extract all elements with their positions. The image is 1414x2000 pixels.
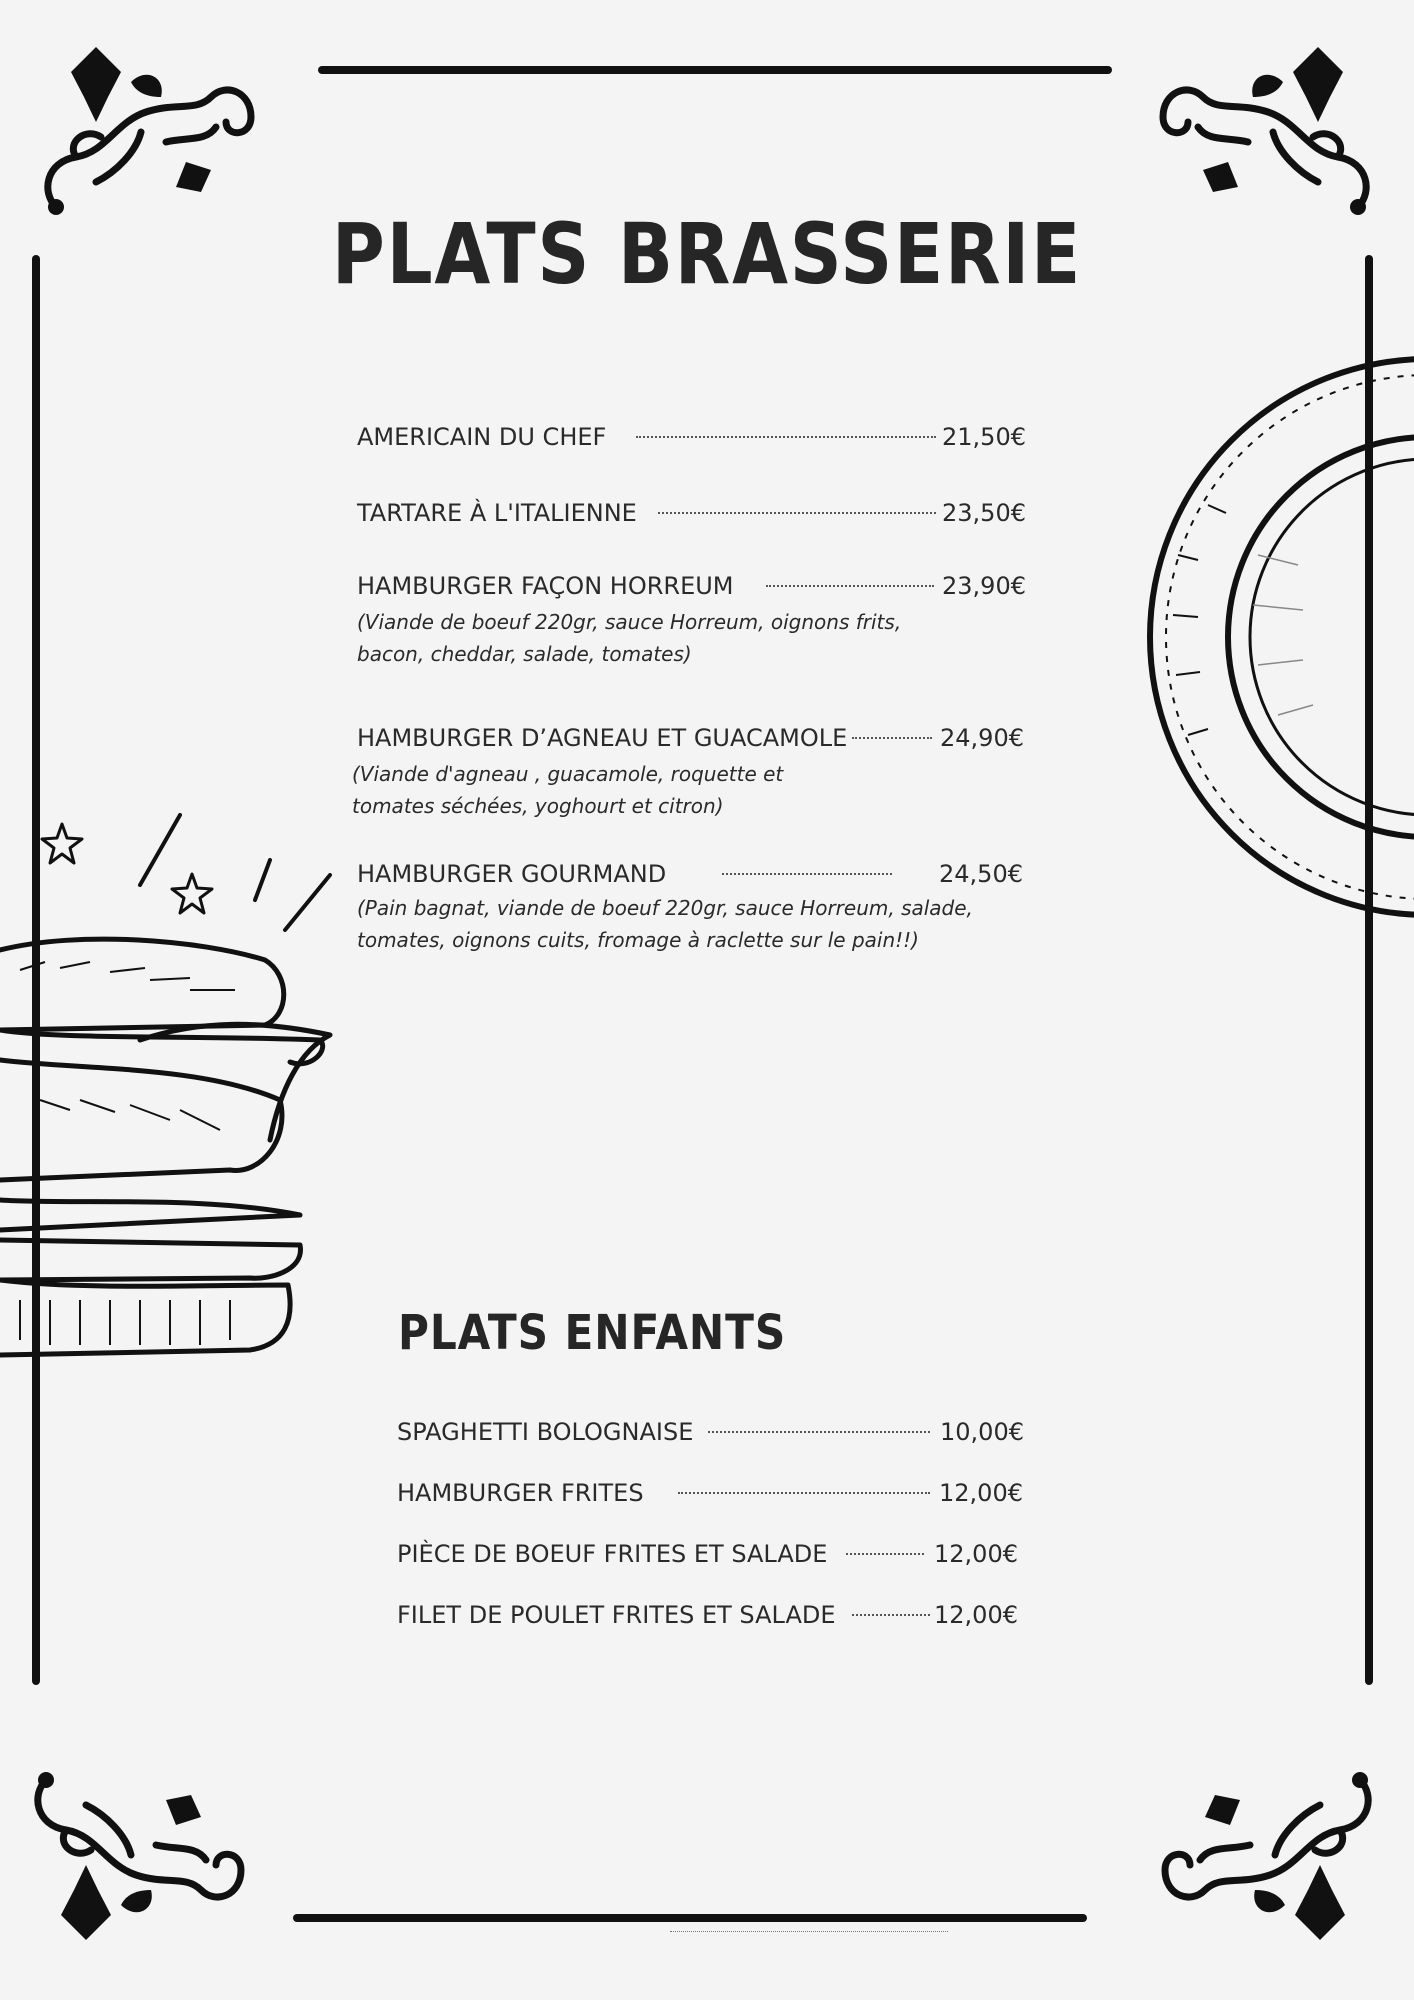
menu-item-name: TARTARE À L'ITALIENNE xyxy=(357,499,637,527)
menu-item-leader xyxy=(722,873,892,875)
menu-item-price: 24,50€ xyxy=(939,860,1023,888)
menu-item-name: HAMBURGER GOURMAND xyxy=(357,860,667,888)
kids-section-title: PLATS ENFANTS xyxy=(398,1305,787,1361)
top-border-rule xyxy=(318,66,1112,74)
menu-item-price: 12,00€ xyxy=(939,1479,1023,1507)
menu-item-leader xyxy=(658,512,936,514)
menu-item-name: HAMBURGER FAÇON HORREUM xyxy=(357,572,734,600)
menu-item-price: 23,50€ xyxy=(942,499,1026,527)
flourish-ornament-icon xyxy=(36,42,266,217)
menu-item-name: AMERICAIN DU CHEF xyxy=(357,423,607,451)
menu-item-leader xyxy=(708,1431,930,1433)
menu-item-price: 21,50€ xyxy=(942,423,1026,451)
menu-item-name: HAMBURGER FRITES xyxy=(397,1479,644,1507)
menu-item-name: FILET DE POULET FRITES ET SALADE xyxy=(397,1601,836,1629)
menu-item-price: 24,90€ xyxy=(940,724,1024,752)
flourish-ornament-icon xyxy=(26,1770,256,1945)
menu-item-leader xyxy=(636,436,936,438)
star-icon xyxy=(170,872,214,916)
menu-item-leader xyxy=(678,1492,930,1494)
menu-item-price: 12,00€ xyxy=(934,1601,1018,1629)
flourish-ornament-icon xyxy=(1148,42,1378,217)
menu-item-price: 23,90€ xyxy=(942,572,1026,600)
menu-item-price: 10,00€ xyxy=(940,1418,1024,1446)
page-title: PLATS BRASSERIE xyxy=(331,205,1083,303)
bottom-border-rule xyxy=(293,1914,1087,1922)
menu-item-description: (Viande d'agneau , guacamole, roquette et tomates séchées, yoghourt et citron) xyxy=(352,762,784,818)
menu-item-name: SPAGHETTI BOLOGNAISE xyxy=(397,1418,694,1446)
menu-item-description: (Viande de boeuf 220gr, sauce Horreum, oignons frits, bacon, cheddar, salade, tomates) xyxy=(357,610,902,666)
menu-item-name: PIÈCE DE BOEUF FRITES ET SALADE xyxy=(397,1540,828,1568)
plate-sketch-icon xyxy=(1138,355,1414,920)
star-icon xyxy=(40,822,84,866)
menu-item-price: 12,00€ xyxy=(934,1540,1018,1568)
flourish-ornament-icon xyxy=(1150,1770,1380,1945)
bottom-dotted-line xyxy=(670,1931,948,1932)
menu-item-name: HAMBURGER D’AGNEAU ET GUACAMOLE xyxy=(357,724,848,752)
menu-item-description: (Pain bagnat, viande de boeuf 220gr, sauce Horreum, salade, tomates, oignons cuits, fromage à raclette sur le pain!!) xyxy=(357,896,973,952)
